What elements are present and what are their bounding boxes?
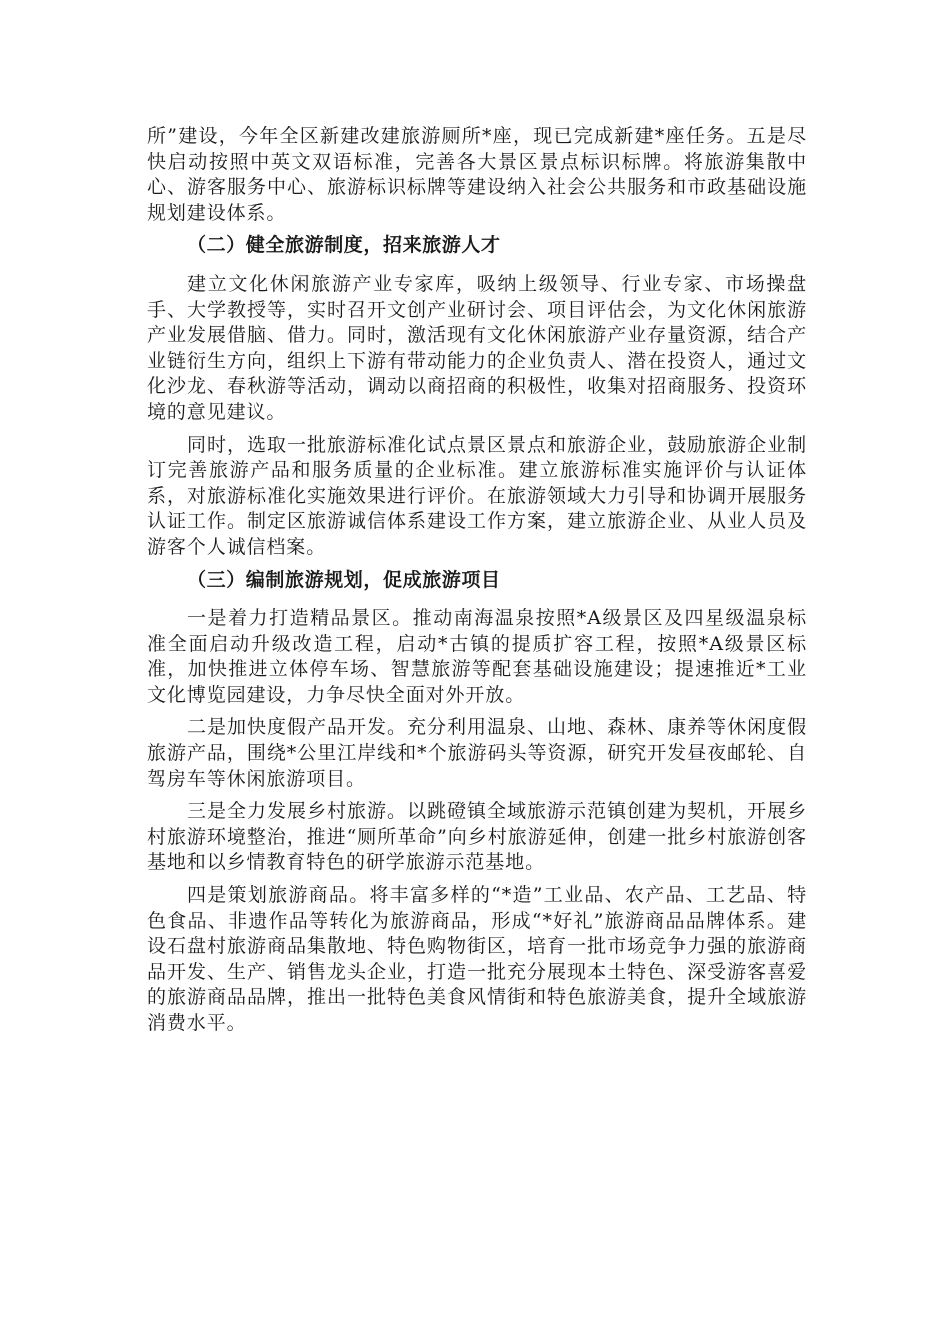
paragraph-rural-tourism: 三是全力发展乡村旅游。以跳磴镇全域旅游示范镇创建为契机，开展乡村旅游环境整治，推进“厕所革命”向乡村旅游延伸，创建一批乡村旅游创客基地和以乡情教育特色的研学旅游示范基地。 [147, 800, 807, 874]
paragraph-expert-pool: 建立文化休闲旅游产业专家库，吸纳上级领导、行业专家、市场操盘手、大学教授等，实时召开文创产业研讨会、项目评估会，为文化休闲旅游产业发展借脑、借力。同时，激活现有文化休闲旅游产业存量资源，结合产业链衍生方向，组织上下游有带动能力的企业负责人、潜在投资人，通过文化沙龙、春秋游等活动，调动以商招商的积极性，收集对招商服务、投资环境的意见建议。 [147, 272, 807, 423]
paragraph-toilet-and-signage: 所”建设，今年全区新建改建旅游厕所*座，现已完成新建*座任务。五是尽快启动按照中英文双语标准，完善各大景区景点标识标牌。将旅游集散中心、游客服务中心、旅游标识标牌等建设纳入社会公共服务和市政基础设施规划建设体系。 [147, 125, 807, 224]
paragraph-tourism-goods: 四是策划旅游商品。将丰富多样的“*造”工业品、农产品、工艺品、特色食品、非遗作品等转化为旅游商品，形成“*好礼”旅游商品品牌体系。建设石盘村旅游商品集散地、特色购物街区，培育一批市场竞争力强的旅游商品开发、生产、销售龙头企业，打造一批充分展现本土特色、深受游客喜爱的旅游商品品牌，推出一批特色美食风情街和特色旅游美食，提升全域旅游消费水平。 [147, 884, 807, 1034]
paragraph-standardization: 同时，选取一批旅游标准化试点景区景点和旅游企业，鼓励旅游企业制订完善旅游产品和服务质量的企业标准。建立旅游标准实施评价与认证体系，对旅游标准化实施效果进行评价。在旅游领域大力引导和协调开展服务认证工作。制定区旅游诚信体系建设工作方案，建立旅游企业、从业人员及游客个人诚信档案。 [147, 433, 807, 558]
section-heading-tourism-system: （二）健全旅游制度，招来旅游人才 [187, 234, 501, 257]
paragraph-resort-products: 二是加快度假产品开发。充分利用温泉、山地、森林、康养等休闲度假旅游产品，围绕*公里江岸线和*个旅游码头等资源，研究开发昼夜邮轮、自驾房车等休闲旅游项目。 [147, 716, 807, 790]
document-page [147, 124, 807, 1044]
paragraph-scenic-areas: 一是着力打造精品景区。推动南海温泉按照*A级景区及四星级温泉标准全面启动升级改造工程，启动*古镇的提质扩容工程，按照*A级景区标准，加快推进立体停车场、智慧旅游等配套基础设施建设；提速推近*工业文化博览园建设，力争尽快全面对外开放。 [147, 607, 807, 706]
section-heading-tourism-planning: （三）编制旅游规划，促成旅游项目 [187, 568, 501, 591]
